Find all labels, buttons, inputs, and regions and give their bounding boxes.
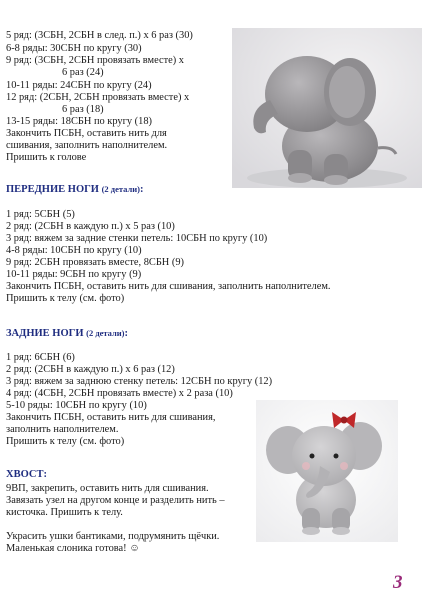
instruction-line: 12 ряд: (2СБН, 2СБН провязать вместе) х	[6, 92, 190, 103]
instruction-line: 4 ряд: (4СБН, 2СБН провязать вместе) х 2 раза (10)	[6, 388, 233, 399]
elephant-side-photo	[232, 28, 422, 188]
instruction-line: 6 раз (24)	[62, 67, 104, 78]
instruction-line: 4-8 ряды: 10СБН по кругу (10)	[6, 245, 142, 256]
closing-line: Маленькая слоника готова! ☺	[6, 543, 140, 554]
instruction-line: Завязать узел на другом конце и разделить нить –	[6, 495, 225, 506]
instruction-line: сшивания, заполнить наполнителем.	[6, 140, 168, 151]
instruction-line: 5 ряд: (3СБН, 2СБН в след. п.) х 6 раз (30)	[6, 30, 193, 41]
instruction-line: 9ВП, закрепить, оставить нить для сшивания.	[6, 483, 209, 494]
instruction-line: 2 ряд: (2СБН в каждую п.) х 6 раз (12)	[6, 364, 175, 375]
elephant-front-photo	[256, 400, 398, 542]
instruction-line: 3 ряд: вяжем за заднюю стенку петель: 12СБН по кругу (12)	[6, 376, 273, 387]
elephant-front-illustration	[256, 400, 398, 542]
back-legs-count: (2 детали)	[86, 328, 125, 338]
instruction-line: заполнить наполнителем.	[6, 424, 119, 435]
instruction-line: 3 ряд: вяжем за задние стенки петель: 10СБН по кругу (10)	[6, 233, 268, 244]
instruction-line: 10-11 ряды: 9СБН по кругу (9)	[6, 269, 142, 280]
front-legs-heading: ПЕРЕДНИЕ НОГИ (2 детали):	[6, 184, 144, 195]
back-legs-title: ЗАДНИЕ НОГИ	[6, 328, 84, 339]
instruction-line: Пришить к телу (см. фото)	[6, 436, 125, 447]
elephant-side-illustration	[232, 28, 422, 188]
instruction-line: кисточка. Пришить к телу.	[6, 507, 123, 518]
instruction-line: Пришить к голове	[6, 152, 87, 163]
instruction-line: 6-8 ряды: 30СБН по кругу (30)	[6, 43, 142, 54]
instruction-line: Закончить ПСБН, оставить нить для сшивания,	[6, 412, 216, 423]
tail-heading: ХВОСТ:	[6, 469, 47, 480]
closing-line: Украсить ушки бантиками, подрумянить щёчки.	[6, 531, 220, 542]
instruction-line: 9 ряд: 2СБН провязать вместе, 8СБН (9)	[6, 257, 185, 268]
instruction-line: 5-10 ряды: 10СБН по кругу (10)	[6, 400, 147, 411]
instruction-line: 6 раз (18)	[62, 104, 104, 115]
instruction-line: 1 ряд: 6СБН (6)	[6, 352, 75, 363]
instruction-line: Закончить ПСБН, оставить нить для сшивания, заполнить наполнителем.	[6, 281, 331, 292]
instruction-line: 9 ряд: (3СБН, 2СБН провязать вместе) х	[6, 55, 185, 66]
instruction-line: 1 ряд: 5СБН (5)	[6, 209, 75, 220]
back-legs-heading: ЗАДНИЕ НОГИ (2 детали):	[6, 328, 129, 339]
instruction-line: 2 ряд: (2СБН в каждую п.) х 5 раз (10)	[6, 221, 175, 232]
page-number: 3	[393, 572, 403, 593]
front-legs-title: ПЕРЕДНИЕ НОГИ	[6, 184, 99, 195]
instruction-line: 13-15 ряды: 18СБН по кругу (18)	[6, 116, 152, 127]
instruction-line: Закончить ПСБН, оставить нить для	[6, 128, 167, 139]
instruction-line: 10-11 ряды: 24СБН по кругу (24)	[6, 80, 152, 91]
instruction-line: Пришить к телу (см. фото)	[6, 293, 125, 304]
front-legs-count: (2 детали)	[101, 184, 140, 194]
